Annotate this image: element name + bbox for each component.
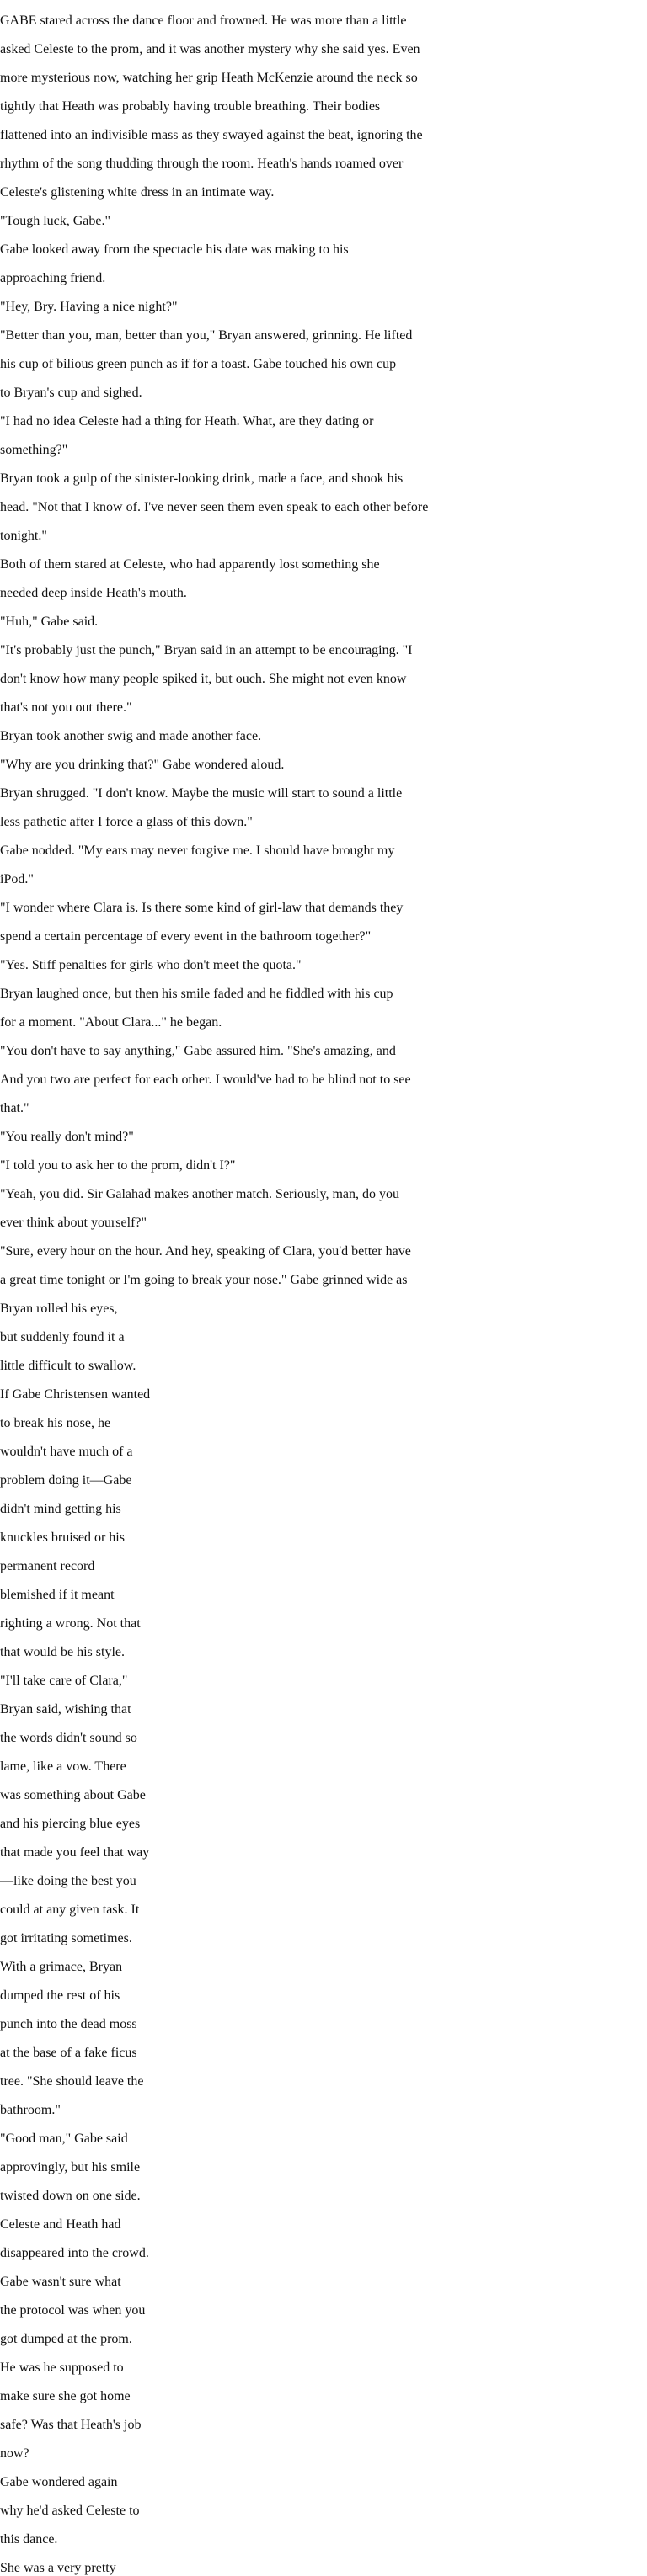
text-line: blemished if it meant bbox=[0, 1588, 115, 1602]
text-line: "Tough luck, Gabe." bbox=[0, 214, 111, 228]
text-line: was something about Gabe bbox=[0, 1788, 146, 1802]
text-line: Gabe looked away from the spectacle his date was making to his bbox=[0, 242, 349, 257]
text-line: Bryan said, wishing that bbox=[0, 1702, 131, 1716]
text-line: for a moment. "About Clara..." he began. bbox=[0, 1015, 222, 1030]
text-line: asked Celeste to the prom, and it was another mystery why she said yes. Even bbox=[0, 42, 420, 56]
text-line: spend a certain percentage of every event in the bathroom together?" bbox=[0, 929, 372, 944]
text-line: Gabe wasn't sure what bbox=[0, 2275, 121, 2289]
text-line: "Sure, every hour on the hour. And hey, speaking of Clara, you'd better have bbox=[0, 1244, 411, 1259]
right-text-column bbox=[0, 1301, 157, 2576]
text-line: "Huh," Gabe said. bbox=[0, 615, 99, 629]
text-line: With a grimace, Bryan bbox=[0, 1960, 123, 1974]
text-line: that." bbox=[0, 1101, 29, 1115]
text-line: to break his nose, he bbox=[0, 1416, 111, 1430]
text-line: little difficult to swallow. bbox=[0, 1359, 136, 1373]
text-line: She was a very pretty bbox=[0, 2561, 116, 2575]
text-line: permanent record bbox=[0, 1559, 95, 1573]
text-line: the words didn't sound so bbox=[0, 1731, 137, 1745]
text-line: "Good man," Gabe said bbox=[0, 2132, 128, 2146]
text-line: head. "Not that I know of. I've never seen them even speak to each other before bbox=[0, 500, 429, 514]
text-line: and his piercing blue eyes bbox=[0, 1817, 141, 1831]
text-line: don't know how many people spiked it, but ouch. She might not even know bbox=[0, 672, 407, 686]
text-line: got irritating sometimes. bbox=[0, 1931, 132, 1945]
text-line: Bryan took another swig and made another face. bbox=[0, 729, 262, 743]
text-line: If Gabe Christensen wanted bbox=[0, 1387, 151, 1402]
text-line: "Yeah, you did. Sir Galahad makes another match. Seriously, man, do you bbox=[0, 1187, 400, 1201]
text-line: "I had no idea Celeste had a thing for Heath. What, are they dating or bbox=[0, 414, 374, 428]
text-line: lame, like a vow. There bbox=[0, 1759, 126, 1774]
text-line: He was he supposed to bbox=[0, 2360, 124, 2375]
text-line: ever think about yourself?" bbox=[0, 1216, 147, 1230]
text-line: that's not you out there." bbox=[0, 700, 132, 715]
text-line: dumped the rest of his bbox=[0, 1988, 120, 2003]
text-line: tightly that Heath was probably having trouble breathing. Their bodies bbox=[0, 99, 381, 114]
text-line: Bryan took a gulp of the sinister-looking drink, made a face, and shook his bbox=[0, 471, 404, 486]
text-line: problem doing it—Gabe bbox=[0, 1473, 132, 1488]
text-line: "You don't have to say anything," Gabe assured him. "She's amazing, and bbox=[0, 1044, 396, 1058]
text-line: Celeste's glistening white dress in an intimate way. bbox=[0, 185, 275, 200]
text-line: less pathetic after I force a glass of this down." bbox=[0, 815, 253, 829]
text-line: GABE stared across the dance floor and frowned. He was more than a little bbox=[0, 13, 407, 28]
text-line: knuckles bruised or his bbox=[0, 1530, 125, 1545]
text-line: needed deep inside Heath's mouth. bbox=[0, 586, 187, 600]
text-line: his cup of bilious green punch as if for a toast. Gabe touched his own cup bbox=[0, 357, 397, 371]
text-line: Bryan shrugged. "I don't know. Maybe the music will start to sound a little bbox=[0, 786, 403, 801]
text-line: "Why are you drinking that?" Gabe wondered aloud. bbox=[0, 758, 285, 772]
text-line: "Hey, Bry. Having a nice night?" bbox=[0, 300, 178, 314]
text-line: Bryan rolled his eyes, bbox=[0, 1301, 118, 1316]
text-line: could at any given task. It bbox=[0, 1903, 140, 1917]
text-line: approvingly, but his smile bbox=[0, 2160, 141, 2174]
text-line: "It's probably just the punch," Bryan said in an attempt to be encouraging. "I bbox=[0, 643, 413, 657]
text-line: something?" bbox=[0, 443, 68, 457]
text-line: tree. "She should leave the bbox=[0, 2074, 144, 2089]
text-line: make sure she got home bbox=[0, 2389, 131, 2403]
text-line: approaching friend. bbox=[0, 271, 106, 285]
text-line: "I wonder where Clara is. Is there some kind of girl-law that demands they bbox=[0, 901, 404, 915]
text-line: flattened into an indivisible mass as they swayed against the beat, ignoring the bbox=[0, 128, 423, 142]
text-line: punch into the dead moss bbox=[0, 2017, 137, 2031]
text-line: "You really don't mind?" bbox=[0, 1130, 134, 1144]
text-line: —like doing the best you bbox=[0, 1874, 136, 1888]
text-line: Both of them stared at Celeste, who had apparently lost something she bbox=[0, 557, 380, 572]
text-line: Gabe wondered again bbox=[0, 2475, 118, 2489]
text-line: more mysterious now, watching her grip Heath McKenzie around the neck so bbox=[0, 71, 418, 85]
text-line: safe? Was that Heath's job bbox=[0, 2418, 142, 2432]
text-line: that made you feel that way bbox=[0, 1845, 150, 1860]
text-line: Celeste and Heath had bbox=[0, 2217, 121, 2232]
text-line: Gabe nodded. "My ears may never forgive me. I should have brought my bbox=[0, 844, 395, 858]
text-line: why he'd asked Celeste to bbox=[0, 2504, 140, 2518]
text-line: iPod." bbox=[0, 872, 34, 886]
text-line: "Better than you, man, better than you," Bryan answered, grinning. He lifted bbox=[0, 328, 413, 343]
text-line: "I told you to ask her to the prom, didn't I?" bbox=[0, 1158, 236, 1173]
text-line: tonight." bbox=[0, 529, 47, 543]
text-line: got dumped at the prom. bbox=[0, 2332, 132, 2346]
text-line: now? bbox=[0, 2446, 29, 2461]
left-text-column bbox=[0, 13, 494, 1288]
text-line: disappeared into the crowd. bbox=[0, 2246, 149, 2260]
text-line: twisted down on one side. bbox=[0, 2189, 141, 2203]
text-line: to Bryan's cup and sighed. bbox=[0, 386, 142, 400]
text-line: bathroom." bbox=[0, 2103, 61, 2117]
text-line: a great time tonight or I'm going to break your nose." Gabe grinned wide as bbox=[0, 1273, 408, 1287]
text-line: Bryan laughed once, but then his smile faded and he fiddled with his cup bbox=[0, 987, 393, 1001]
text-line: this dance. bbox=[0, 2532, 58, 2547]
text-line: rhythm of the song thudding through the room. Heath's hands roamed over bbox=[0, 157, 404, 171]
text-line: but suddenly found it a bbox=[0, 1330, 125, 1344]
text-line: "Yes. Stiff penalties for girls who don't meet the quota." bbox=[0, 958, 302, 972]
text-line: the protocol was when you bbox=[0, 2303, 146, 2318]
text-line: righting a wrong. Not that bbox=[0, 1616, 141, 1631]
text-line: wouldn't have much of a bbox=[0, 1445, 133, 1459]
text-line: that would be his style. bbox=[0, 1645, 125, 1659]
text-line: And you two are perfect for each other. I would've had to be blind not to see bbox=[0, 1072, 411, 1087]
text-line: didn't mind getting his bbox=[0, 1502, 121, 1516]
text-line: at the base of a fake ficus bbox=[0, 2046, 137, 2060]
text-line: "I'll take care of Clara," bbox=[0, 1674, 128, 1688]
